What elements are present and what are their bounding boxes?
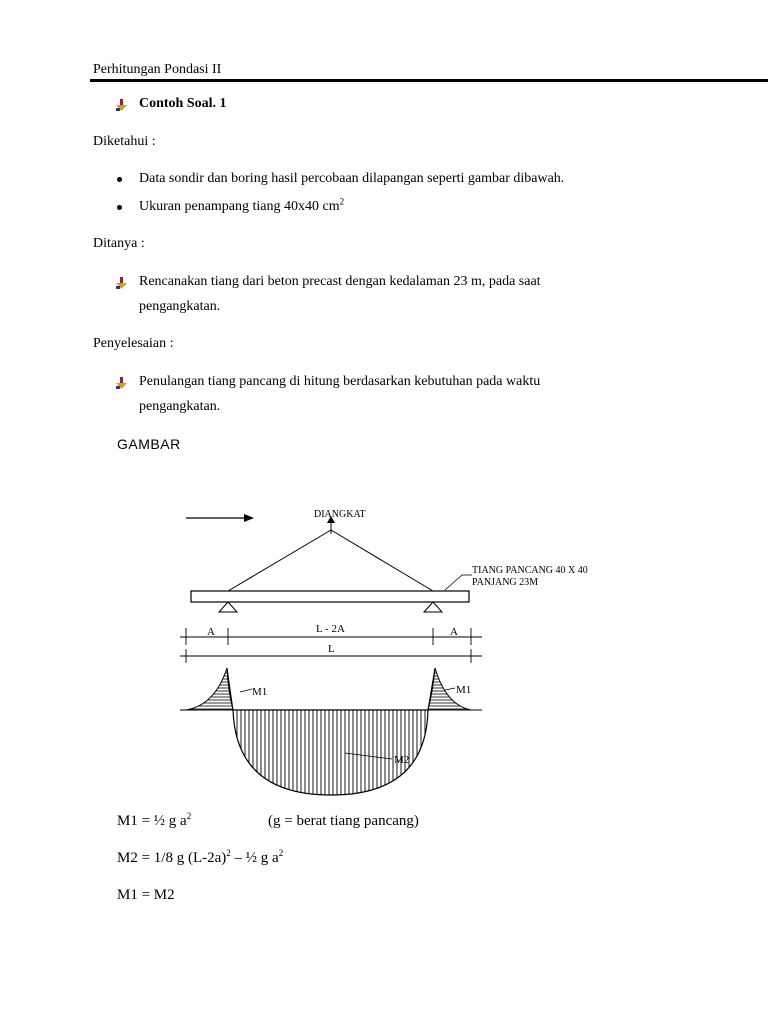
- moment-m2: [233, 710, 428, 795]
- support-right: [424, 602, 442, 612]
- gambar-label: GAMBAR: [117, 436, 181, 452]
- dim-a-left: A: [207, 626, 215, 638]
- equation-1-note: (g = berat tiang pancang): [268, 813, 419, 829]
- ditanya-label: Ditanya :: [93, 236, 145, 251]
- equation-3: M1 = M2: [117, 887, 175, 903]
- support-left: [219, 602, 237, 612]
- section-title: Contoh Soal. 1: [139, 96, 227, 111]
- dim-l-minus-2a: L - 2A: [316, 623, 345, 635]
- m1-left-label: M1: [252, 686, 268, 698]
- ditanya-line-1: Rencanakan tiang dari beton precast dengan kedalaman 23 m, pada saat: [139, 274, 541, 289]
- penyelesaian-label: Penyelesaian :: [93, 336, 174, 351]
- direction-arrow-icon: [186, 514, 254, 522]
- m1-right-label: M1: [456, 684, 472, 696]
- ditanya-line-2: pengangkatan.: [139, 299, 221, 314]
- diketahui-label: Diketahui :: [93, 134, 156, 149]
- equation-1: M1 = ½ g $a^2$: [117, 811, 192, 829]
- diangkat-label: DIANGKAT: [314, 509, 366, 520]
- pile-beam: [191, 591, 469, 602]
- dim-a-right: A: [450, 626, 458, 638]
- m2-label: M2: [394, 754, 410, 766]
- dim-l: L: [328, 643, 335, 655]
- diketahui-item-1: Data sondir dan boring hasil percobaan dilapangan seperti gambar dibawah.: [139, 171, 565, 186]
- moment-m1-left: [186, 668, 233, 710]
- tiang-label-1: TIANG PANCANG 40 X 40: [472, 565, 588, 576]
- equation-2: M2 = 1/8 g $(L-2a)^2$ – ½ g $a^2$: [117, 848, 284, 866]
- page-header: Perhitungan Pondasi II: [93, 62, 222, 77]
- penyelesaian-line-1: Penulangan tiang pancang di hitung berdasarkan kebutuhan pada waktu: [139, 374, 541, 389]
- diketahui-item-2: Ukuran penampang tiang 40x40 $cm^2$: [139, 196, 345, 214]
- penyelesaian-line-2: pengangkatan.: [139, 399, 221, 414]
- tiang-label-2: PANJANG 23M: [472, 577, 539, 588]
